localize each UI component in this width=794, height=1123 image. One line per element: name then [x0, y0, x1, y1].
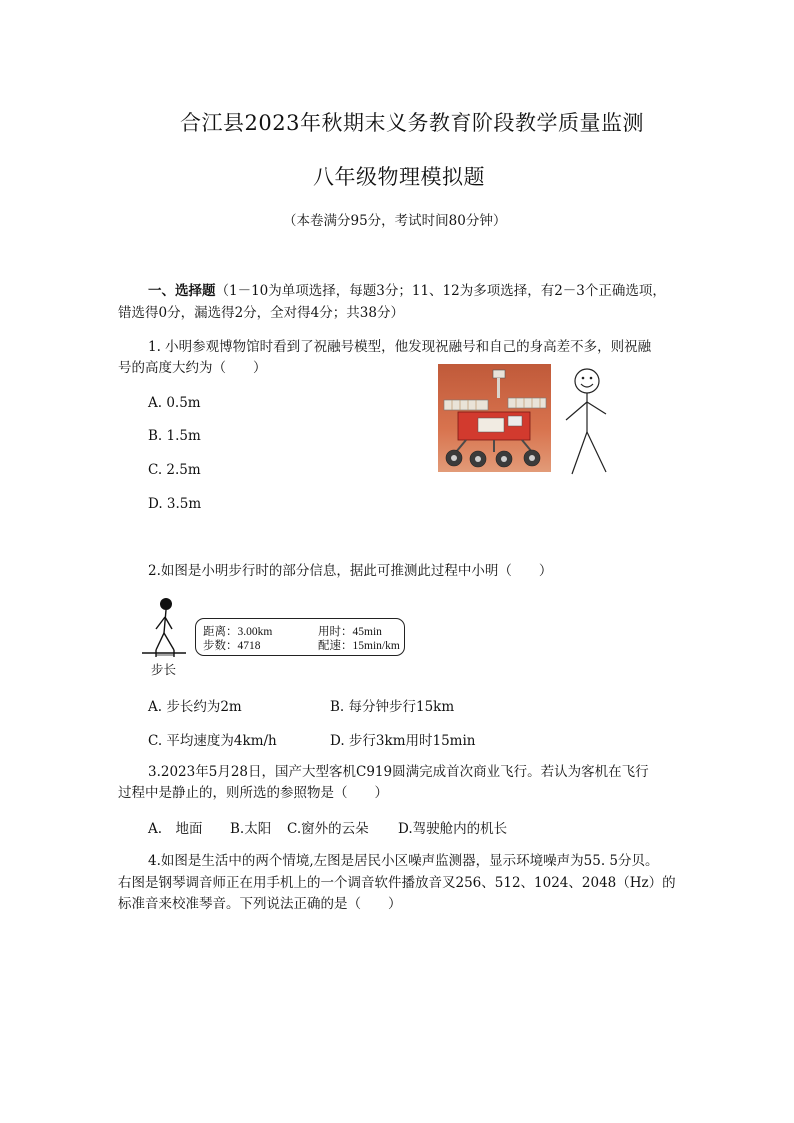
- section-instructions-2: 错选得0分，漏选得2分，全对得4分；共38分）: [118, 305, 404, 321]
- q1-option-c: C. 2.5m: [148, 462, 201, 478]
- pace-readout: 配速：15min/km: [318, 640, 400, 652]
- q4-stem-2: 右图是钢琴调音师正在用手机上的一个调音软件播放音叉256、512、1024、2048（Hz）的: [118, 875, 676, 891]
- rover-photo: [438, 364, 551, 472]
- q3-option-c: C.窗外的云朵: [287, 821, 369, 837]
- exam-subtitle: 八年级物理模拟题: [313, 165, 485, 189]
- q3-stem-2: 过程中是静止的，则所选的参照物是（ ）: [118, 785, 388, 801]
- steps-readout: 步数：4718: [203, 640, 261, 652]
- q2-stem: 2.如图是小明步行时的部分信息，据此可推测此过程中小明（ ）: [148, 563, 553, 579]
- q2-option-c: C. 平均速度为4km/h: [148, 733, 277, 749]
- exam-note: （本卷满分95分，考试时间80分钟）: [283, 213, 507, 229]
- q2-option-b: B. 每分钟步行15km: [330, 699, 455, 715]
- stick-figure-icon: [556, 364, 612, 478]
- section-heading: [148, 280, 666, 302]
- q1-option-a: A. 0.5m: [148, 395, 201, 411]
- duration-readout: 用时：45min: [318, 626, 382, 638]
- exam-title: 合江县2023年秋期末义务教育阶段教学质量监测: [180, 111, 644, 135]
- q3-option-d: D.驾驶舱内的机长: [398, 821, 508, 837]
- q1-option-b: B. 1.5m: [148, 428, 201, 444]
- q4-stem-3: 标准音来校准琴音。下列说法正确的是（ ）: [118, 896, 402, 912]
- step-length-label: 步长: [151, 662, 177, 677]
- q2-option-a: A. 步长约为2m: [148, 699, 242, 715]
- q1-option-d: D. 3.5m: [148, 496, 202, 512]
- q1-stem-1: 1. 小明参观博物馆时看到了祝融号模型，他发现祝融号和自己的身高差不多，则祝融: [148, 339, 652, 355]
- section-title: 一、选择题: [148, 283, 216, 299]
- q2-option-d: D. 步行3km用时15min: [330, 733, 476, 749]
- q3-option-b: B.太阳: [230, 821, 272, 837]
- q3-stem-1: 3.2023年5月28日，国产大型客机C919圆满完成首次商业飞行。若认为客机在飞行: [148, 764, 649, 780]
- section-instructions: （1－10为单项选择，每题3分；11、12为多项选择，有2－3个正确选项，: [215, 283, 666, 299]
- q3-option-a: A. 地面: [148, 821, 203, 837]
- q4-stem-1: 4.如图是生活中的两个情境,左图是居民小区噪声监测器，显示环境噪声为55. 5分贝。: [148, 853, 659, 869]
- q1-stem-2: 号的高度大约为（ ）: [118, 360, 267, 376]
- distance-readout: 距离：3.00km: [203, 626, 273, 638]
